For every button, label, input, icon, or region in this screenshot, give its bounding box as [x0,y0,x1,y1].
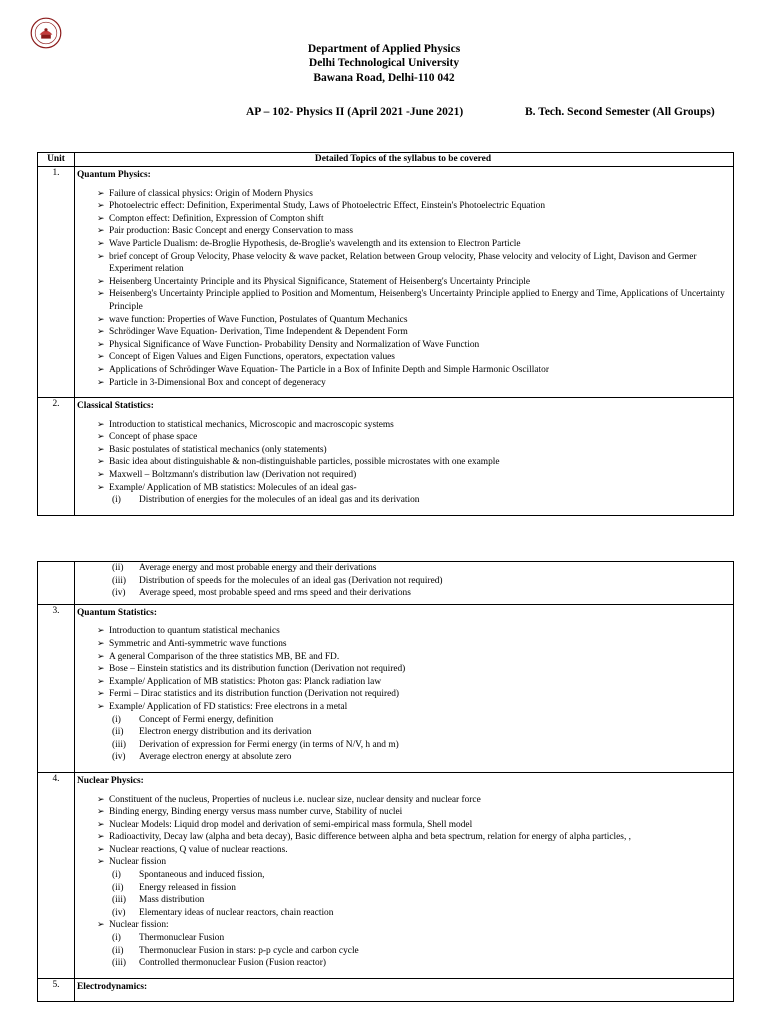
list-item: ➢ Photoelectric effect: Definition, Experimental Study, Laws of Photoelectric Effect, Einstein's Photoelectric Equation [77,200,729,213]
list-item [77,907,729,920]
unit-row [38,398,734,516]
list-item: ➢ Nuclear Models: Liquid drop model and derivation of semi-empirical mass formula, Shell model [77,819,729,832]
list-item: ➢ Binding energy, Binding energy versus mass number curve, Stability of nuclei [77,806,729,819]
unit-content [75,562,734,605]
list-item: ➢ A general Comparison of the three statistics MB, BE and FD. [77,651,729,664]
list-item: ➢ brief concept of Group Velocity, Phase velocity & wave packet, Relation between Group velocity, Phase velocity and velocity of Light, Davison and Germer Experiment relation [77,251,729,276]
continuation-row [38,562,734,605]
list-item: ➢ Physical Significance of Wave Function- Probability Density and Normalization of Wave Function [77,339,729,352]
topic-list [77,625,729,764]
list-item [77,575,729,588]
course-code-title: AP – 102- Physics II (April 2021 -June 2021) [246,106,464,118]
list-item [77,894,729,907]
list-item-text: Average electron energy at absolute zero [139,752,292,763]
list-item-number: (ii) [112,945,124,956]
list-item-text: Distribution of energies for the molecules of an ideal gas and its derivation [139,495,420,506]
list-item: ➢ Applications of Schrödinger Wave Equation- The Particle in a Box of Infinite Depth and Simple Harmonic Oscillator [77,364,729,377]
list-item-number: (iv) [112,752,126,763]
syllabus-table-part1 [37,152,734,516]
list-item-text: Distribution of speeds for the molecules of an ideal gas (Derivation not required) [139,575,443,586]
list-item: ➢ Nuclear fission [77,856,729,869]
unit-content [75,167,734,398]
list-item: ➢ Basic postulates of statistical mechanics (only statements) [77,444,729,457]
list-item-text: Electron energy distribution and its derivation [139,727,312,738]
list-item-number: (iv) [112,588,126,599]
unit-number [38,562,75,605]
unit-row [38,167,734,398]
list-item [77,945,729,958]
list-item: ➢ Constituent of the nucleus, Properties of nucleus i.e. nuclear size, nuclear density and nuclear force [77,794,729,807]
topics-column-header: Detailed Topics of the syllabus to be covered [75,153,734,167]
unit-title: Classical Statistics: [77,401,154,412]
list-item-number: (ii) [112,563,124,573]
unit-row [38,772,734,978]
list-item: ➢ Failure of classical physics: Origin of Modern Physics [77,188,729,201]
list-item: ➢ Nuclear reactions, Q value of nuclear reactions. [77,844,729,857]
list-item-text: Spontaneous and induced fission, [139,870,265,881]
list-item: ➢ Symmetric and Anti-symmetric wave functions [77,638,729,651]
program-info: B. Tech. Second Semester (All Groups) [525,106,715,118]
list-item-text: Elementary ideas of nuclear reactors, chain reaction [139,907,334,918]
list-item: ➢ Introduction to statistical mechanics, Microscopic and macroscopic systems [77,419,729,432]
list-item-number: (iv) [112,907,126,918]
unit-title: Quantum Physics: [77,170,151,180]
unit-number: 2. [38,398,75,516]
list-item-text: Controlled thermonuclear Fusion (Fusion reactor) [139,958,326,969]
list-item [77,869,729,882]
list-item: ➢ Heisenberg Uncertainty Principle and its Physical Significance, Statement of Heisenberg's Uncertainty Principle [77,276,729,289]
list-item-number: (iii) [112,575,127,586]
list-item: ➢ Particle in 3-Dimensional Box and concept of degeneracy [77,377,729,390]
list-item-text: Average speed, most probable speed and rms speed and their derivations [139,588,411,599]
list-item-text: Thermonuclear Fusion [139,933,225,944]
list-item: ➢ Compton effect: Definition, Expression of Compton shift [77,213,729,226]
unit-content [75,604,734,772]
list-item: ➢ Pair production: Basic Concept and energy Conservation to mass [77,225,729,238]
list-item: ➢ Nuclear fission: [77,919,729,932]
list-item-number: (i) [112,870,121,881]
list-item-text: Thermonuclear Fusion in stars: p-p cycle and carbon cycle [139,945,359,956]
unit-column-header: Unit [38,153,75,167]
list-item-number: (i) [112,495,121,506]
unit-title: Electrodynamics: [77,981,148,992]
unit-number: 3. [38,604,75,772]
unit-number: 5. [38,978,75,1002]
list-item [77,714,729,727]
unit-content [75,772,734,978]
list-item: ➢ Wave Particle Dualism: de-Broglie Hypothesis, de-Broglie's wavelength and its extension to Electron Particle [77,238,729,251]
list-item: ➢ Example/ Application of FD statistics: Free electrons in a metal [77,701,729,714]
topic-list [77,188,729,390]
list-item: ➢ Radioactivity, Decay law (alpha and beta decay), Basic difference between alpha and beta spectrum, relation for energy of alpha particles, , [77,831,729,844]
unit-row [38,978,734,1002]
list-item-text: Average energy and most probable energy and their derivations [139,563,377,573]
list-item-text: Energy released in fission [139,882,236,893]
list-item-number: (ii) [112,882,124,893]
list-item [77,932,729,945]
list-item [77,957,729,970]
list-item: ➢ Example/ Application of MB statistics: Molecules of an ideal gas- [77,482,729,495]
list-item [77,726,729,739]
list-item-number: (i) [112,714,121,725]
unit-content [75,978,734,1002]
list-item [77,751,729,764]
list-item-number: (ii) [112,727,124,738]
list-item: ➢ Basic idea about distinguishable & non-distinguishable particles, possible microstates with one example [77,456,729,469]
unit-content [75,398,734,516]
university-address: Bawana Road, Delhi-110 042 [313,72,455,84]
list-item [77,739,729,752]
list-item: ➢ wave function: Properties of Wave Function, Postulates of Quantum Mechanics [77,314,729,327]
topic-list [77,562,729,600]
department-name: Department of Applied Physics [307,43,461,55]
list-item: ➢ Heisenberg's Uncertainty Principle applied to Position and Momentum, Heisenberg's Uncertainty Principle applied to Energy and Time, Applications of Uncertainty Principle [77,288,729,313]
list-item-text: Mass distribution [139,895,205,906]
list-item [77,494,729,507]
list-item-number: (iii) [112,958,127,969]
list-item: ➢ Bose – Einstein statistics and its distribution function (Derivation not required) [77,663,729,676]
list-item: ➢ Maxwell – Boltzmann's distribution law (Derivation not required) [77,469,729,482]
list-item [77,882,729,895]
unit-title: Quantum Statistics: [77,607,157,618]
list-item [77,587,729,600]
list-item-number: (i) [112,933,121,944]
table-header-row [38,153,734,167]
list-item: ➢ Concept of Eigen Values and Eigen Functions, operators, expectation values [77,351,729,364]
topic-list [77,419,729,507]
list-item: ➢ Schrödinger Wave Equation- Derivation, Time Independent & Dependent Form [77,326,729,339]
unit-title: Nuclear Physics: [77,775,144,786]
list-item: ➢ Fermi – Dirac statistics and its distribution function (Derivation not required) [77,688,729,701]
unit-number: 1. [38,167,75,398]
university-name: Delhi Technological University [308,57,460,69]
syllabus-table-part2 [37,561,734,1002]
list-item-text: Derivation of expression for Fermi energy (in terms of N/V, h and m) [139,739,399,750]
list-item-text: Concept of Fermi energy, definition [139,714,274,725]
unit-number: 4. [38,772,75,978]
list-item: ➢ Concept of phase space [77,431,729,444]
list-item: ➢ Example/ Application of MB statistics: Photon gas: Planck radiation law [77,676,729,689]
unit-row [38,604,734,772]
topic-list [77,794,729,970]
list-item [77,562,729,575]
list-item: ➢ Introduction to quantum statistical mechanics [77,625,729,638]
list-item-number: (iii) [112,895,127,906]
list-item-number: (iii) [112,739,127,750]
